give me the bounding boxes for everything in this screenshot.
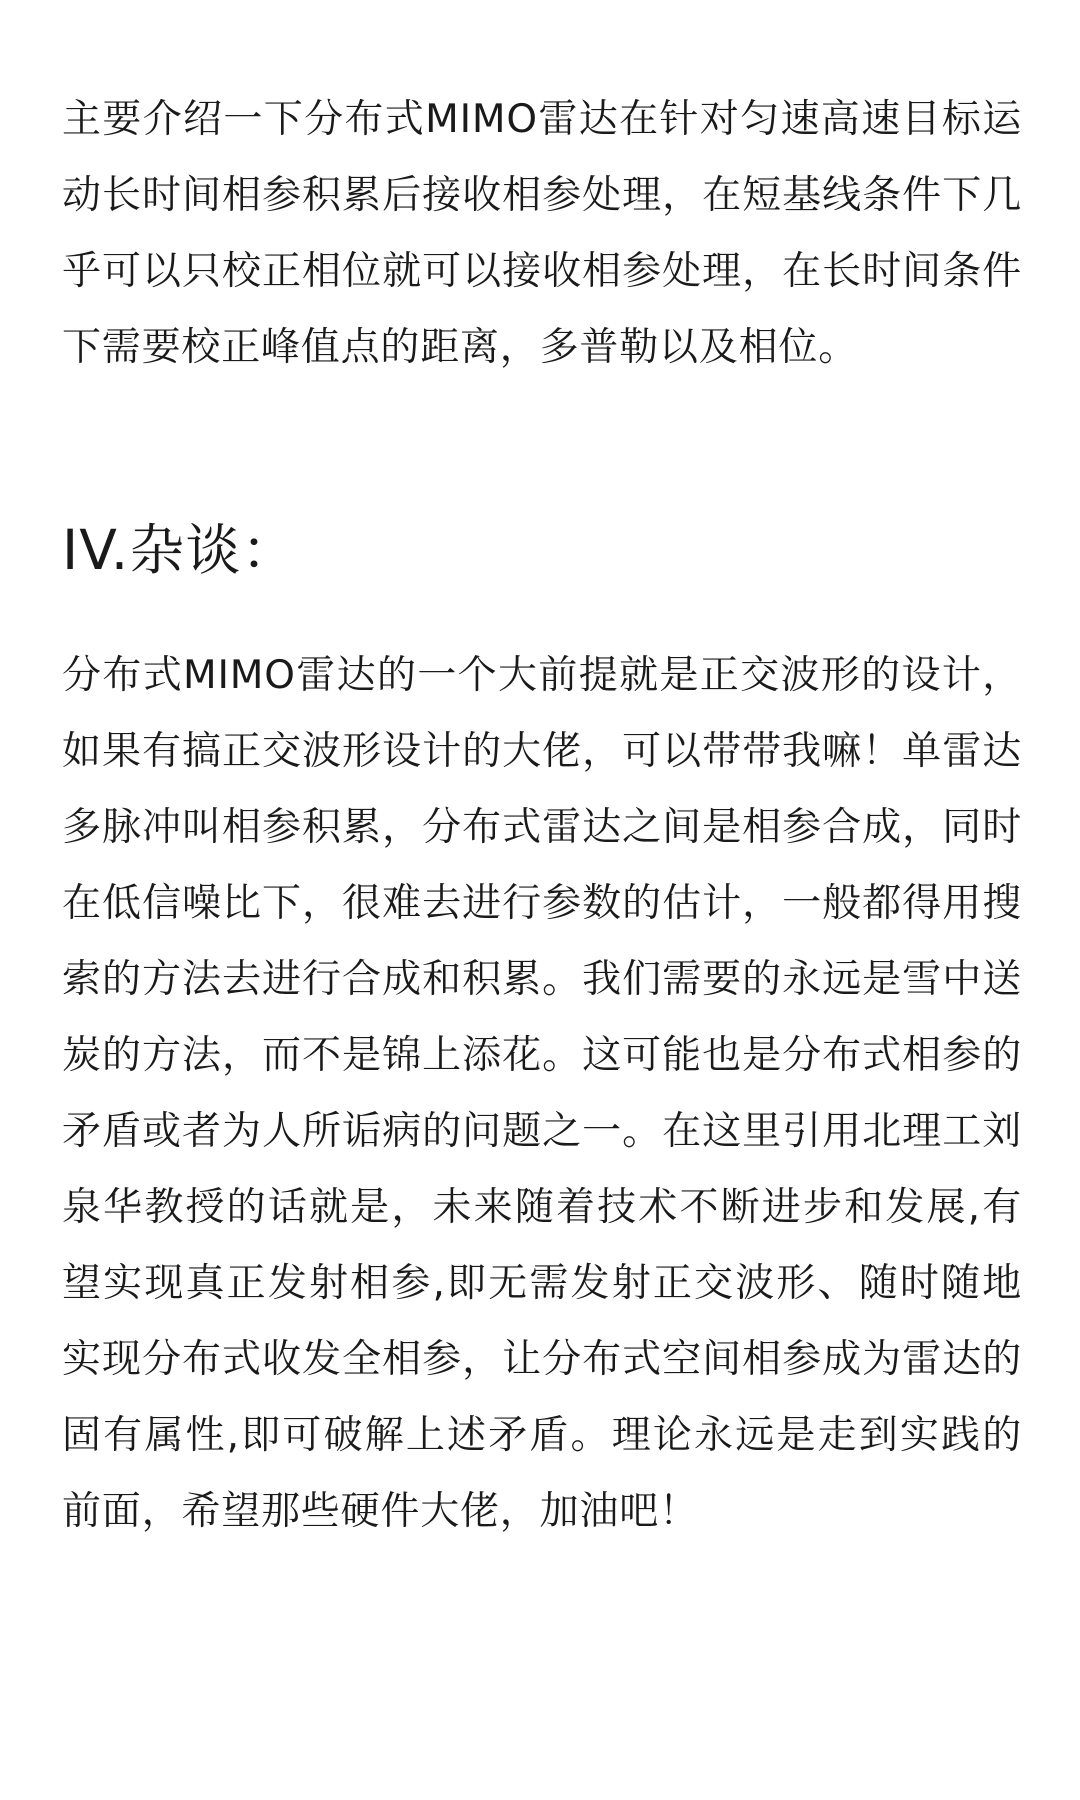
intro-paragraph: 主要介绍一下分布式MIMO雷达在针对匀速高速目标运动长时间相参积累后接收相参处理，在短基线条件下几乎可以只校正相位就可以接收相参处理，在长时间条件下需要校正峰值点的距离，多普勒以及相位。 bbox=[62, 97, 1022, 370]
section-heading: IV.杂谈： bbox=[62, 518, 298, 582]
discussion-paragraph: 分布式MIMO雷达的一个大前提就是正交波形的设计，如果有搞正交波形设计的大佬，可以带带我嘛！单雷达多脉冲叫相参积累，分布式雷达之间是相参合成，同时在低信噪比下，很难去进行参数的估计，一般都得用搜索的方法去进行合成和积累。我们需要的永远是雪中送炭的方法，而不是锦上添花。这可能也是分布式相参的矛盾或者为人所诟病的问题之一。在这里引用北理工刘泉华教授的话就是，未来随着技术不断进步和发展,有望实现真正发射相参,即无需发射正交波形、随时随地实现分布式收发全相参，让分布式空间相参成为雷达的固有属性,即可破解上述矛盾。理论永远是走到实践的前面，希望那些硬件大佬，加油吧！ bbox=[62, 653, 1022, 1534]
